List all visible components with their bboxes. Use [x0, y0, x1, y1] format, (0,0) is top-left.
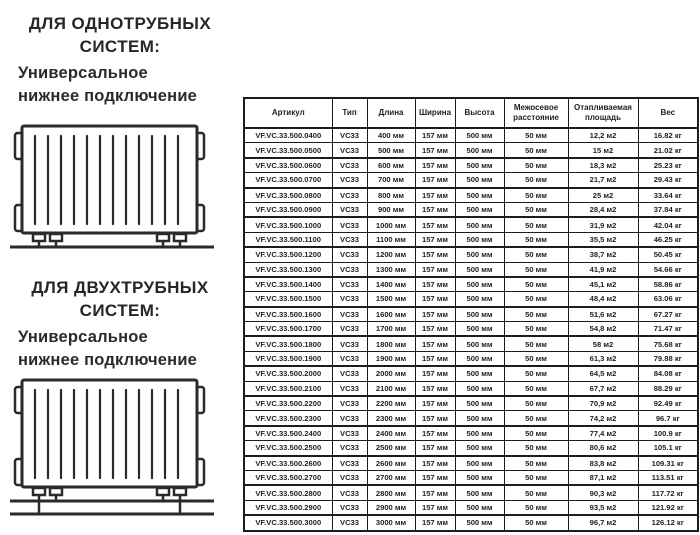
table-cell: VC33 — [332, 143, 367, 158]
table-cell: 500 мм — [455, 500, 504, 515]
table-cell: 500 мм — [455, 262, 504, 277]
table-cell: 500 мм — [455, 381, 504, 396]
table-cell: 500 мм — [455, 336, 504, 351]
table-cell: VC33 — [332, 247, 367, 262]
table-cell: VC33 — [332, 336, 367, 351]
table-cell: VC33 — [332, 188, 367, 203]
header-row — [244, 98, 698, 128]
table-cell: VF.VC.33.500.0800 — [244, 188, 332, 203]
table-cell: 157 мм — [415, 470, 455, 485]
table-row — [244, 500, 698, 515]
table-cell: 500 мм — [455, 351, 504, 366]
table-cell: VC33 — [332, 322, 367, 337]
table-cell: 157 мм — [415, 396, 455, 411]
section1-title-line2: СИСТЕМ: — [79, 37, 161, 56]
table-row — [244, 515, 698, 530]
table-cell: 157 мм — [415, 351, 455, 366]
table-cell: VF.VC.33.500.1500 — [244, 292, 332, 307]
table-cell: 48,4 м2 — [568, 292, 638, 307]
section2-title-line1: ДЛЯ ДВУХТРУБНЫХ — [31, 278, 209, 297]
table-cell: 2400 мм — [367, 426, 415, 441]
table-cell: 50.45 кг — [638, 247, 698, 262]
table-cell: 157 мм — [415, 173, 455, 188]
table-row — [244, 307, 698, 322]
table-cell: VC33 — [332, 411, 367, 426]
table-cell: 83,8 м2 — [568, 456, 638, 471]
table-cell: 900 мм — [367, 202, 415, 217]
table-cell: 12,2 м2 — [568, 128, 638, 143]
table-cell: VF.VC.33.500.1000 — [244, 217, 332, 232]
table-row — [244, 292, 698, 307]
table-cell: 79.88 кг — [638, 351, 698, 366]
table-cell: 29.43 кг — [638, 173, 698, 188]
table-cell: 50 мм — [504, 470, 568, 485]
table-cell: 2100 мм — [367, 381, 415, 396]
table-cell: 500 мм — [455, 277, 504, 292]
spec-table-body — [244, 128, 698, 531]
table-row — [244, 426, 698, 441]
table-cell: VF.VC.33.500.1600 — [244, 307, 332, 322]
section2-title-line2: СИСТЕМ: — [79, 301, 161, 320]
table-cell: 74,2 м2 — [568, 411, 638, 426]
table-cell: 1900 мм — [367, 351, 415, 366]
table-cell: 500 мм — [455, 411, 504, 426]
table-cell: 600 мм — [367, 158, 415, 173]
table-cell: VF.VC.33.500.1700 — [244, 322, 332, 337]
table-cell: VF.VC.33.500.2300 — [244, 411, 332, 426]
table-cell: VF.VC.33.500.2500 — [244, 441, 332, 456]
table-cell: 25.23 кг — [638, 158, 698, 173]
table-cell: VC33 — [332, 307, 367, 322]
col-header-artikul: Артикул — [244, 98, 332, 128]
left-panel — [0, 0, 240, 535]
table-row — [244, 351, 698, 366]
table-cell: VC33 — [332, 485, 367, 500]
table-cell: 157 мм — [415, 292, 455, 307]
table-cell: 500 мм — [455, 143, 504, 158]
table-cell: 500 мм — [455, 366, 504, 381]
table-cell: 3000 мм — [367, 515, 415, 530]
table-cell: 87,1 м2 — [568, 470, 638, 485]
table-row — [244, 470, 698, 485]
table-row — [244, 277, 698, 292]
table-cell: 37.84 кг — [638, 202, 698, 217]
table-cell: 157 мм — [415, 411, 455, 426]
table-cell: 96,7 м2 — [568, 515, 638, 530]
table-cell: 157 мм — [415, 128, 455, 143]
table-cell: 50 мм — [504, 456, 568, 471]
table-cell: 50 мм — [504, 411, 568, 426]
table-cell: 50 мм — [504, 441, 568, 456]
table-cell: 84.08 кг — [638, 366, 698, 381]
table-cell: 126.12 кг — [638, 515, 698, 530]
single-pipe-radiator-diagram — [8, 112, 216, 250]
table-cell: 54,8 м2 — [568, 322, 638, 337]
col-header-shirina: Ширина — [415, 98, 455, 128]
table-cell: 500 мм — [455, 470, 504, 485]
table-row — [244, 158, 698, 173]
table-cell: 500 мм — [455, 322, 504, 337]
table-cell: 50 мм — [504, 217, 568, 232]
section1-title — [0, 12, 240, 58]
table-cell: 157 мм — [415, 441, 455, 456]
table-cell: 58.86 кг — [638, 277, 698, 292]
table-row — [244, 232, 698, 247]
table-cell: 2900 мм — [367, 500, 415, 515]
table-cell: 70,9 м2 — [568, 396, 638, 411]
table-cell: VC33 — [332, 262, 367, 277]
table-cell: 64,5 м2 — [568, 366, 638, 381]
col-header-vysota: Высота — [455, 98, 504, 128]
table-cell: 50 мм — [504, 292, 568, 307]
table-cell: 50 мм — [504, 158, 568, 173]
table-cell: VF.VC.33.500.1400 — [244, 277, 332, 292]
table-cell: 41,9 м2 — [568, 262, 638, 277]
table-cell: VF.VC.33.500.0900 — [244, 202, 332, 217]
table-cell: 50 мм — [504, 143, 568, 158]
table-cell: VF.VC.33.500.0600 — [244, 158, 332, 173]
table-cell: 500 мм — [367, 143, 415, 158]
table-row — [244, 336, 698, 351]
table-cell: 58 м2 — [568, 336, 638, 351]
table-cell: VF.VC.33.500.1800 — [244, 336, 332, 351]
table-cell: 54.66 кг — [638, 262, 698, 277]
table-cell: 50 мм — [504, 128, 568, 143]
table-cell: 77,4 м2 — [568, 426, 638, 441]
table-cell: 500 мм — [455, 247, 504, 262]
table-cell: VC33 — [332, 470, 367, 485]
col-header-ves: Вес — [638, 98, 698, 128]
table-cell: VC33 — [332, 232, 367, 247]
table-cell: 61,3 м2 — [568, 351, 638, 366]
table-cell: 121.92 кг — [638, 500, 698, 515]
table-cell: VC33 — [332, 217, 367, 232]
section2-subtitle-line2: нижнее подключение — [18, 351, 198, 369]
table-cell: 80,6 м2 — [568, 441, 638, 456]
section1-subtitle — [18, 62, 233, 108]
table-cell: 50 мм — [504, 426, 568, 441]
table-cell: 21.02 кг — [638, 143, 698, 158]
table-row — [244, 381, 698, 396]
section1-title-line1: ДЛЯ ОДНОТРУБНЫХ — [28, 14, 212, 33]
table-cell: 1100 мм — [367, 232, 415, 247]
table-cell: 2800 мм — [367, 485, 415, 500]
table-cell: 31,9 м2 — [568, 217, 638, 232]
table-cell: 157 мм — [415, 456, 455, 471]
table-cell: VF.VC.33.500.1100 — [244, 232, 332, 247]
table-cell: 63.06 кг — [638, 292, 698, 307]
table-row — [244, 188, 698, 203]
table-cell: 50 мм — [504, 366, 568, 381]
col-header-tip: Тип — [332, 98, 367, 128]
table-cell: VC33 — [332, 515, 367, 530]
table-cell: 157 мм — [415, 500, 455, 515]
table-cell: 90,3 м2 — [568, 485, 638, 500]
table-cell: 157 мм — [415, 277, 455, 292]
table-cell: VF.VC.33.500.2000 — [244, 366, 332, 381]
table-cell: VC33 — [332, 396, 367, 411]
table-cell: 50 мм — [504, 277, 568, 292]
table-cell: 67,7 м2 — [568, 381, 638, 396]
table-cell: VF.VC.33.500.2400 — [244, 426, 332, 441]
table-cell: 92.49 кг — [638, 396, 698, 411]
table-row — [244, 217, 698, 232]
table-cell: VC33 — [332, 366, 367, 381]
table-cell: VF.VC.33.500.2900 — [244, 500, 332, 515]
table-cell: 157 мм — [415, 232, 455, 247]
table-cell: 500 мм — [455, 188, 504, 203]
table-cell: VF.VC.33.500.0500 — [244, 143, 332, 158]
table-row — [244, 173, 698, 188]
table-row — [244, 322, 698, 337]
table-cell: 25 м2 — [568, 188, 638, 203]
table-cell: 2000 мм — [367, 366, 415, 381]
table-cell: 75.68 кг — [638, 336, 698, 351]
table-cell: VF.VC.33.500.2200 — [244, 396, 332, 411]
table-cell: 46.25 кг — [638, 232, 698, 247]
table-row — [244, 262, 698, 277]
section1-subtitle-line2: нижнее подключение — [18, 87, 198, 105]
table-cell: 67.27 кг — [638, 307, 698, 322]
table-cell: 50 мм — [504, 232, 568, 247]
two-pipe-radiator-diagram — [8, 372, 216, 518]
section2-subtitle — [18, 326, 233, 372]
table-cell: VC33 — [332, 277, 367, 292]
table-cell: 157 мм — [415, 188, 455, 203]
table-cell: VF.VC.33.500.2600 — [244, 456, 332, 471]
table-cell: 157 мм — [415, 426, 455, 441]
table-cell: 35,5 м2 — [568, 232, 638, 247]
table-cell: 157 мм — [415, 515, 455, 530]
table-cell: VC33 — [332, 173, 367, 188]
table-cell: 105.1 кг — [638, 441, 698, 456]
table-cell: 18,3 м2 — [568, 158, 638, 173]
table-cell: 117.72 кг — [638, 485, 698, 500]
table-row — [244, 128, 698, 143]
table-cell: VF.VC.33.500.1300 — [244, 262, 332, 277]
table-cell: 500 мм — [455, 128, 504, 143]
table-cell: 71.47 кг — [638, 322, 698, 337]
table-cell: 500 мм — [455, 515, 504, 530]
table-cell: 157 мм — [415, 202, 455, 217]
table-cell: 50 мм — [504, 500, 568, 515]
table-cell: 16.82 кг — [638, 128, 698, 143]
table-cell: VC33 — [332, 351, 367, 366]
table-cell: 2700 мм — [367, 470, 415, 485]
table-cell: VC33 — [332, 456, 367, 471]
table-cell: 38,7 м2 — [568, 247, 638, 262]
table-cell: 700 мм — [367, 173, 415, 188]
col-header-mezhosevoe: Межосевое расстояние — [504, 98, 568, 128]
table-cell: 157 мм — [415, 247, 455, 262]
table-cell: VF.VC.33.500.2800 — [244, 485, 332, 500]
table-cell: 1400 мм — [367, 277, 415, 292]
table-cell: 1200 мм — [367, 247, 415, 262]
table-cell: 500 мм — [455, 307, 504, 322]
table-cell: 50 мм — [504, 515, 568, 530]
table-row — [244, 456, 698, 471]
section2-title — [0, 276, 240, 322]
table-cell: 28,4 м2 — [568, 202, 638, 217]
table-row — [244, 247, 698, 262]
table-cell: 2500 мм — [367, 441, 415, 456]
table-cell: 2200 мм — [367, 396, 415, 411]
table-cell: 157 мм — [415, 485, 455, 500]
col-header-ploshchad: Отапливаемая площадь — [568, 98, 638, 128]
table-row — [244, 396, 698, 411]
table-cell: 50 мм — [504, 322, 568, 337]
table-cell: 50 мм — [504, 262, 568, 277]
table-cell: 100.9 кг — [638, 426, 698, 441]
table-cell: 33.64 кг — [638, 188, 698, 203]
table-cell: 2600 мм — [367, 456, 415, 471]
table-cell: 1600 мм — [367, 307, 415, 322]
table-cell: 500 мм — [455, 485, 504, 500]
table-cell: 500 мм — [455, 217, 504, 232]
table-cell: 50 мм — [504, 336, 568, 351]
table-cell: VF.VC.33.500.2700 — [244, 470, 332, 485]
table-cell: 500 мм — [455, 441, 504, 456]
table-cell: 157 мм — [415, 381, 455, 396]
table-cell: VF.VC.33.500.1900 — [244, 351, 332, 366]
table-cell: VF.VC.33.500.3000 — [244, 515, 332, 530]
table-cell: VF.VC.33.500.0700 — [244, 173, 332, 188]
table-cell: VC33 — [332, 292, 367, 307]
spec-table — [243, 97, 699, 532]
table-cell: 500 мм — [455, 202, 504, 217]
table-cell: 96.7 кг — [638, 411, 698, 426]
table-cell: 500 мм — [455, 426, 504, 441]
table-cell: 50 мм — [504, 202, 568, 217]
table-cell: 157 мм — [415, 336, 455, 351]
table-cell: 109.31 кг — [638, 456, 698, 471]
table-cell: 1000 мм — [367, 217, 415, 232]
table-row — [244, 366, 698, 381]
section2-subtitle-line1: Универсальное — [18, 328, 148, 346]
table-cell: 21,7 м2 — [568, 173, 638, 188]
table-cell: 500 мм — [455, 232, 504, 247]
table-cell: 50 мм — [504, 485, 568, 500]
table-cell: VC33 — [332, 426, 367, 441]
table-row — [244, 202, 698, 217]
table-cell: 113.51 кг — [638, 470, 698, 485]
table-cell: VC33 — [332, 158, 367, 173]
table-cell: 157 мм — [415, 217, 455, 232]
table-cell: 157 мм — [415, 322, 455, 337]
table-cell: 157 мм — [415, 143, 455, 158]
table-cell: 45,1 м2 — [568, 277, 638, 292]
table-cell: 42.04 кг — [638, 217, 698, 232]
table-cell: VC33 — [332, 441, 367, 456]
table-cell: 93,5 м2 — [568, 500, 638, 515]
table-cell: 500 мм — [455, 292, 504, 307]
table-cell: 50 мм — [504, 307, 568, 322]
table-cell: VC33 — [332, 381, 367, 396]
table-cell: 800 мм — [367, 188, 415, 203]
table-cell: 50 мм — [504, 188, 568, 203]
spec-table-container — [243, 97, 697, 532]
table-cell: VF.VC.33.500.1200 — [244, 247, 332, 262]
table-cell: VC33 — [332, 128, 367, 143]
table-cell: 157 мм — [415, 262, 455, 277]
table-cell: 50 мм — [504, 173, 568, 188]
table-cell: 1500 мм — [367, 292, 415, 307]
table-cell: 88.29 кг — [638, 381, 698, 396]
table-cell: 1700 мм — [367, 322, 415, 337]
table-cell: 50 мм — [504, 247, 568, 262]
table-cell: 157 мм — [415, 307, 455, 322]
table-cell: 500 мм — [455, 173, 504, 188]
table-row — [244, 441, 698, 456]
table-cell: VC33 — [332, 202, 367, 217]
section1-subtitle-line1: Универсальное — [18, 64, 148, 82]
table-cell: 50 мм — [504, 351, 568, 366]
table-cell: 50 мм — [504, 381, 568, 396]
table-cell: 1300 мм — [367, 262, 415, 277]
table-cell: 400 мм — [367, 128, 415, 143]
table-cell: VF.VC.33.500.2100 — [244, 381, 332, 396]
table-cell: 50 мм — [504, 396, 568, 411]
table-row — [244, 143, 698, 158]
table-cell: VC33 — [332, 500, 367, 515]
table-cell: 2300 мм — [367, 411, 415, 426]
table-cell: 500 мм — [455, 396, 504, 411]
table-cell: 157 мм — [415, 366, 455, 381]
table-cell: 15 м2 — [568, 143, 638, 158]
table-row — [244, 411, 698, 426]
table-row — [244, 485, 698, 500]
table-cell: 51,6 м2 — [568, 307, 638, 322]
table-cell: 500 мм — [455, 158, 504, 173]
col-header-dlina: Длина — [367, 98, 415, 128]
table-cell: 500 мм — [455, 456, 504, 471]
table-cell: VF.VC.33.500.0400 — [244, 128, 332, 143]
table-cell: 1800 мм — [367, 336, 415, 351]
table-cell: 157 мм — [415, 158, 455, 173]
